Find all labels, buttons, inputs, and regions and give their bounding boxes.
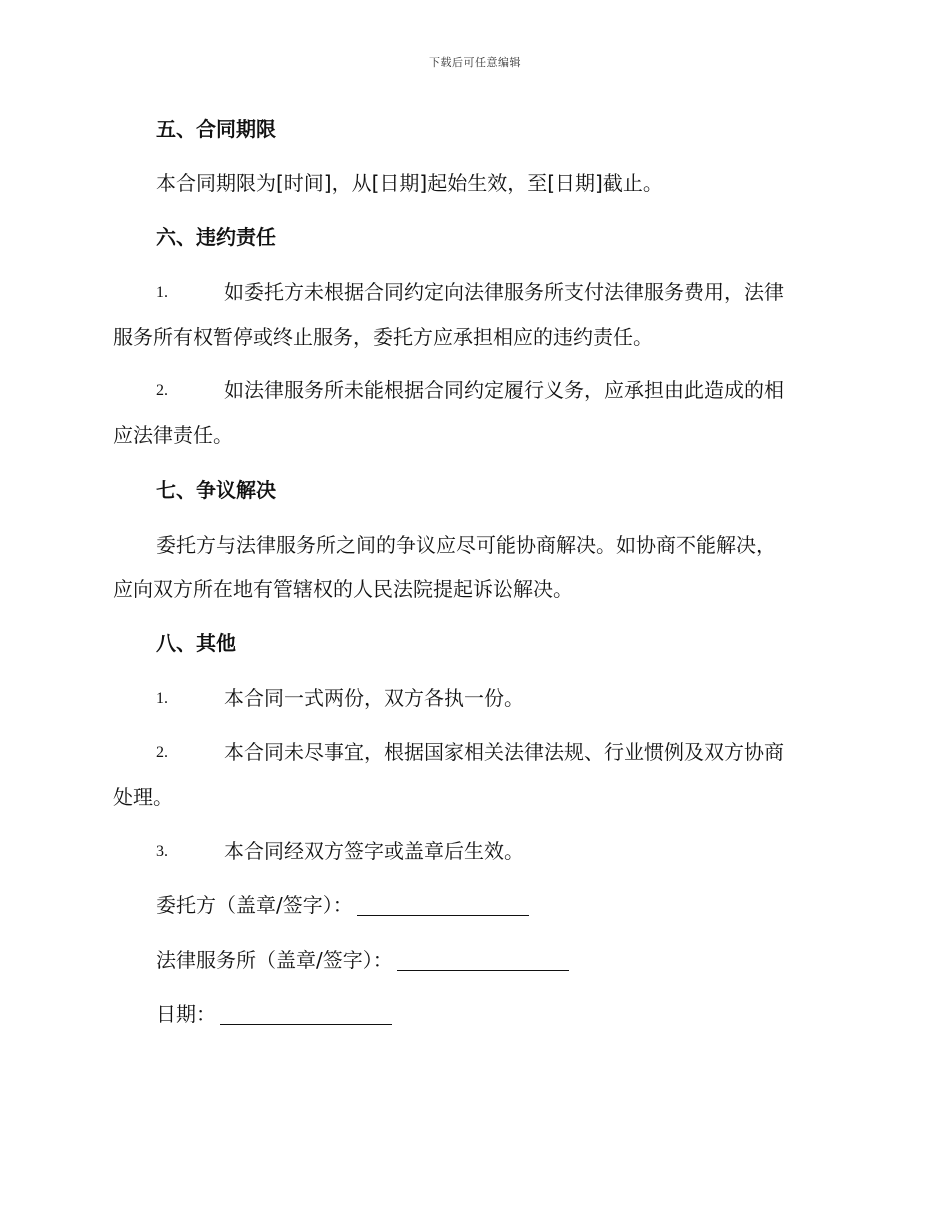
section-8-item-3-line-1: 本合同经双方签字或盖章后生效。: [224, 839, 524, 863]
section-6-item-1-line-1: 如委托方未根据合同约定向法律服务所支付法律服务费用，法律: [224, 280, 784, 304]
section-8-item-3-number: 3.: [156, 843, 168, 860]
client-signature-blank[interactable]: [357, 895, 529, 916]
section-8-title: 八、其他: [156, 631, 236, 655]
section-7-body-line-1: 委托方与法律服务所之间的争议应尽可能协商解决。如协商不能解决，: [156, 533, 776, 557]
firm-signature-blank[interactable]: [397, 950, 569, 971]
section-8-item-2-line-2: 处理。: [113, 785, 173, 809]
section-6-item-1-line-2: 服务所有权暂停或终止服务，委托方应承担相应的违约责任。: [113, 325, 653, 349]
section-6-item-2-number: 2.: [156, 382, 168, 399]
section-8-item-2-number: 2.: [156, 744, 168, 761]
section-5-title: 五、合同期限: [156, 117, 276, 141]
section-5-body: 本合同期限为[时间]，从[日期]起始生效，至[日期]截止。: [156, 171, 663, 195]
firm-signature-row: [156, 946, 569, 974]
client-signature-row: [156, 891, 529, 919]
section-7-title: 七、争议解决: [156, 478, 276, 502]
section-8-item-1-line-1: 本合同一式两份，双方各执一份。: [224, 686, 524, 710]
client-signature-label: 委托方（盖章/签字）：: [156, 893, 353, 917]
date-blank[interactable]: [220, 1004, 392, 1025]
section-6-item-2-line-1: 如法律服务所未能根据合同约定履行义务，应承担由此造成的相: [224, 378, 784, 402]
section-6-item-1-number: 1.: [156, 284, 168, 301]
section-6-item-2-line-2: 应法律责任。: [113, 423, 233, 447]
section-7-body-line-2: 应向双方所在地有管辖权的人民法院提起诉讼解决。: [113, 577, 573, 601]
date-label: 日期：: [156, 1002, 216, 1026]
section-6-title: 六、违约责任: [156, 225, 276, 249]
section-8-item-2-line-1: 本合同未尽事宜，根据国家相关法律法规、行业惯例及双方协商: [224, 740, 784, 764]
firm-signature-label: 法律服务所（盖章/签字）：: [156, 948, 393, 972]
page-header-note: 下载后可任意编辑: [429, 56, 521, 69]
date-row: [156, 1000, 392, 1028]
section-8-item-1-number: 1.: [156, 690, 168, 707]
